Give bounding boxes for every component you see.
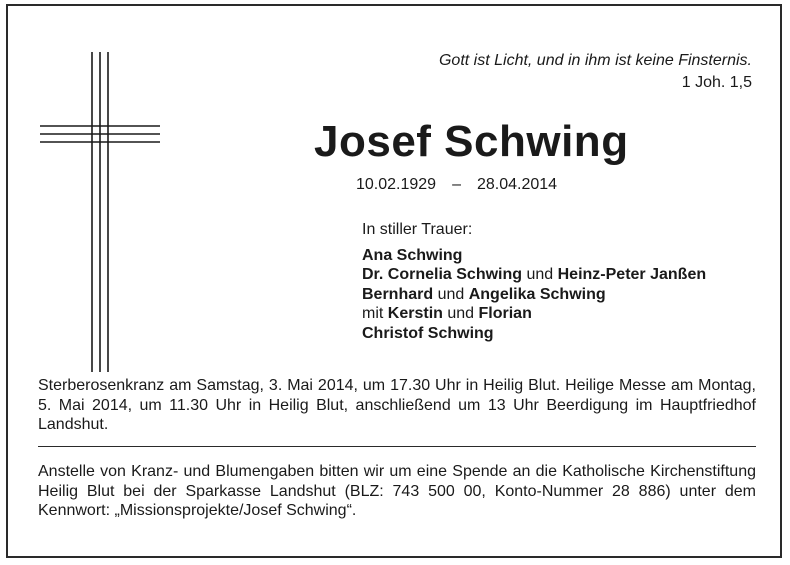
mourner-line xyxy=(362,324,706,344)
mourner-name: Christof Schwing xyxy=(362,324,494,342)
mourner-line xyxy=(362,304,706,324)
mourners-intro: In stiller Trauer: xyxy=(362,221,473,238)
bible-quote xyxy=(439,50,752,94)
mourner-name: Kerstin xyxy=(387,305,443,322)
prefix: mit xyxy=(362,305,388,322)
date-separator: – xyxy=(452,176,461,193)
deceased-name: Josef Schwing xyxy=(314,117,629,166)
mourner-line xyxy=(362,265,706,285)
mourner-line xyxy=(362,246,706,266)
cross-icon xyxy=(40,52,160,372)
obituary-card xyxy=(6,4,782,558)
mourner-name: Florian xyxy=(478,305,532,322)
service-details: Sterberosenkranz am Samstag, 3. Mai 2014, um 17.30 Uhr in Heilig Blut. Heilige Messe am Montag, 5. Mai 2014, um 11.30 Uhr in Heilig Blut, anschließend um 13 Uhr Beerdigung im Hauptfriedhof Landshut. xyxy=(38,377,756,433)
conjunction: und xyxy=(522,266,558,283)
conjunction: und xyxy=(442,305,479,322)
life-dates xyxy=(356,174,557,196)
birth-date: 10.02.1929 xyxy=(356,176,437,193)
quote-verse: Gott ist Licht, und in ihm ist keine Finsternis. xyxy=(438,52,752,69)
conjunction: und xyxy=(433,285,469,303)
mourner-line xyxy=(362,285,706,305)
mourner-name: Bernhard xyxy=(362,285,434,303)
mourners-list xyxy=(362,220,706,343)
mourner-name: Dr. Cornelia Schwing xyxy=(362,266,523,283)
donation-note: Anstelle von Kranz- und Blumengaben bitten wir um eine Spende an die Katholische Kirchenstiftung Heilig Blut bei der Sparkasse Landshut (BLZ: 743 500 00, Konto-Nummer 28 886) unter dem Kennwort: „Missionsprojekte/Josef Schwing“. xyxy=(38,463,756,519)
divider xyxy=(38,446,756,447)
quote-reference: 1 Joh. 1,5 xyxy=(681,74,752,91)
mourner-name: Angelika Schwing xyxy=(468,285,606,303)
death-date: 28.04.2014 xyxy=(476,176,558,193)
mourner-name: Ana Schwing xyxy=(362,246,463,264)
mourner-name: Heinz-Peter Janßen xyxy=(557,266,707,283)
